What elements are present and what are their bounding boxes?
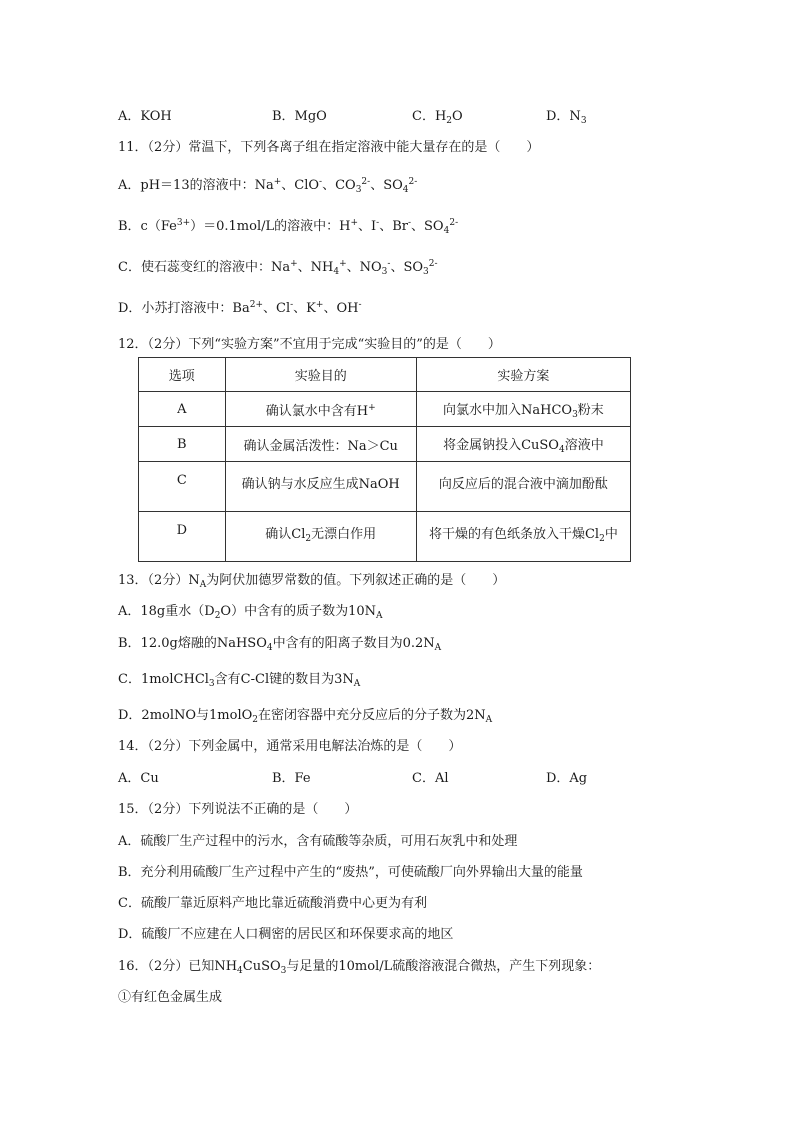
q11-option-a: A．pH＝13的溶液中：Na+、ClO-、$CO_3^{2-}$、$SO_4^{2-}$: [118, 177, 418, 195]
experiment-table: [138, 357, 631, 562]
table-header-row: [139, 358, 631, 392]
row-option: B: [139, 427, 226, 462]
table-row: [139, 512, 631, 562]
table-row: [139, 392, 631, 427]
q14-option-d: D．Ag: [546, 771, 588, 786]
q12-stem: 12．（2分）下列“实验方案”不宜用于完成“实验目的”的是（ ）: [118, 337, 501, 352]
q10-option-c: C．$H_2O$: [412, 109, 463, 126]
header-goal: 实验目的: [225, 358, 416, 392]
q14-option-a: A．Cu: [118, 771, 159, 786]
q13-option-b: B．12.0g熔融的NaHSO$_4$中含有的阳离子数目为$0.2N_A$: [118, 636, 442, 653]
q14-stem: 14．（2分）下列金属中，通常采用电解法冶炼的是（ ）: [118, 739, 462, 754]
q11-option-d: D．小苏打溶液中：$Ba^{2+}$、Cl-、K+、OH-: [118, 300, 362, 316]
row-option: C: [139, 462, 226, 512]
row-goal: 确认金属活泼性：Na＞Cu: [225, 427, 416, 462]
q13-stem: 13．（2分）$N_A$为阿伏加德罗常数的值。下列叙述正确的是（ ）: [118, 573, 506, 590]
row-plan: 将金属钠投入CuSO$_4$溶液中: [416, 427, 630, 462]
q15-option-a: A．硫酸厂生产过程中的污水，含有硫酸等杂质，可用石灰乳中和处理: [118, 834, 518, 849]
q14-option-b: B．Fe: [272, 771, 311, 786]
row-option: A: [139, 392, 226, 427]
q11-option-c: C．使石蕊变红的溶液中：Na+、$NH_4^+$、$NO_3^-$、$SO_3^{2-}$: [118, 259, 438, 277]
row-goal: 确认$Cl_2$无漂白作用: [225, 512, 416, 562]
q16-stem: 16．（2分）已知$NH_4CuSO_3$与足量的10mol/L硫酸溶液混合微热，产生下列现象：: [118, 959, 601, 976]
q10-option-b: B．MgO: [272, 109, 327, 124]
q13-option-a: A．18g重水$(D_2O)$中含有的质子数为$10N_A$: [118, 604, 383, 621]
q11-option-b: B．$c(Fe^{3+})=0.1mol/L$的溶液中：H+、I-、Br-、$SO_4^{2-}$: [118, 218, 459, 236]
table-row: [139, 427, 631, 462]
q14-option-c: C．Al: [412, 771, 449, 786]
q16-item-1: ①有红色金属生成: [118, 990, 223, 1005]
header-plan: 实验方案: [416, 358, 630, 392]
row-goal: 确认钠与水反应生成NaOH: [225, 462, 416, 512]
q10-option-d: D．$N_3$: [546, 109, 587, 126]
q15-stem: 15．（2分）下列说法不正确的是（ ）: [118, 802, 358, 817]
q15-option-b: B．充分利用硫酸厂生产过程中产生的“废热”，可使硫酸厂向外界输出大量的能量: [118, 865, 583, 880]
q13-option-d: D．2molNO与1molO$_2$在密闭容器中充分反应后的分子数为$2N_A$: [118, 708, 493, 725]
header-option: 选项: [139, 358, 226, 392]
q13-option-c: C．1molCHCl$_3$含有C-Cl键的数目为$3N_A$: [118, 672, 361, 689]
q15-option-d: D．硫酸厂不应建在人口稠密的居民区和环保要求高的地区: [118, 927, 454, 942]
row-option: D: [139, 512, 226, 562]
table-row: [139, 462, 631, 512]
row-goal: 确认氯水中含有H+: [225, 392, 416, 427]
row-plan: 向反应后的混合液中滴加酚酞: [416, 462, 630, 512]
q10-option-a: A．KOH: [118, 109, 172, 124]
row-plan: 将干燥的有色纸条放入干燥$Cl_2$中: [416, 512, 630, 562]
row-plan: 向氯水中加入NaHCO$_3$粉末: [416, 392, 630, 427]
q15-option-c: C．硫酸厂靠近原料产地比靠近硫酸消费中心更为有利: [118, 896, 427, 911]
q11-stem: 11．（2分）常温下，下列各离子组在指定溶液中能大量存在的是（ ）: [118, 140, 540, 155]
